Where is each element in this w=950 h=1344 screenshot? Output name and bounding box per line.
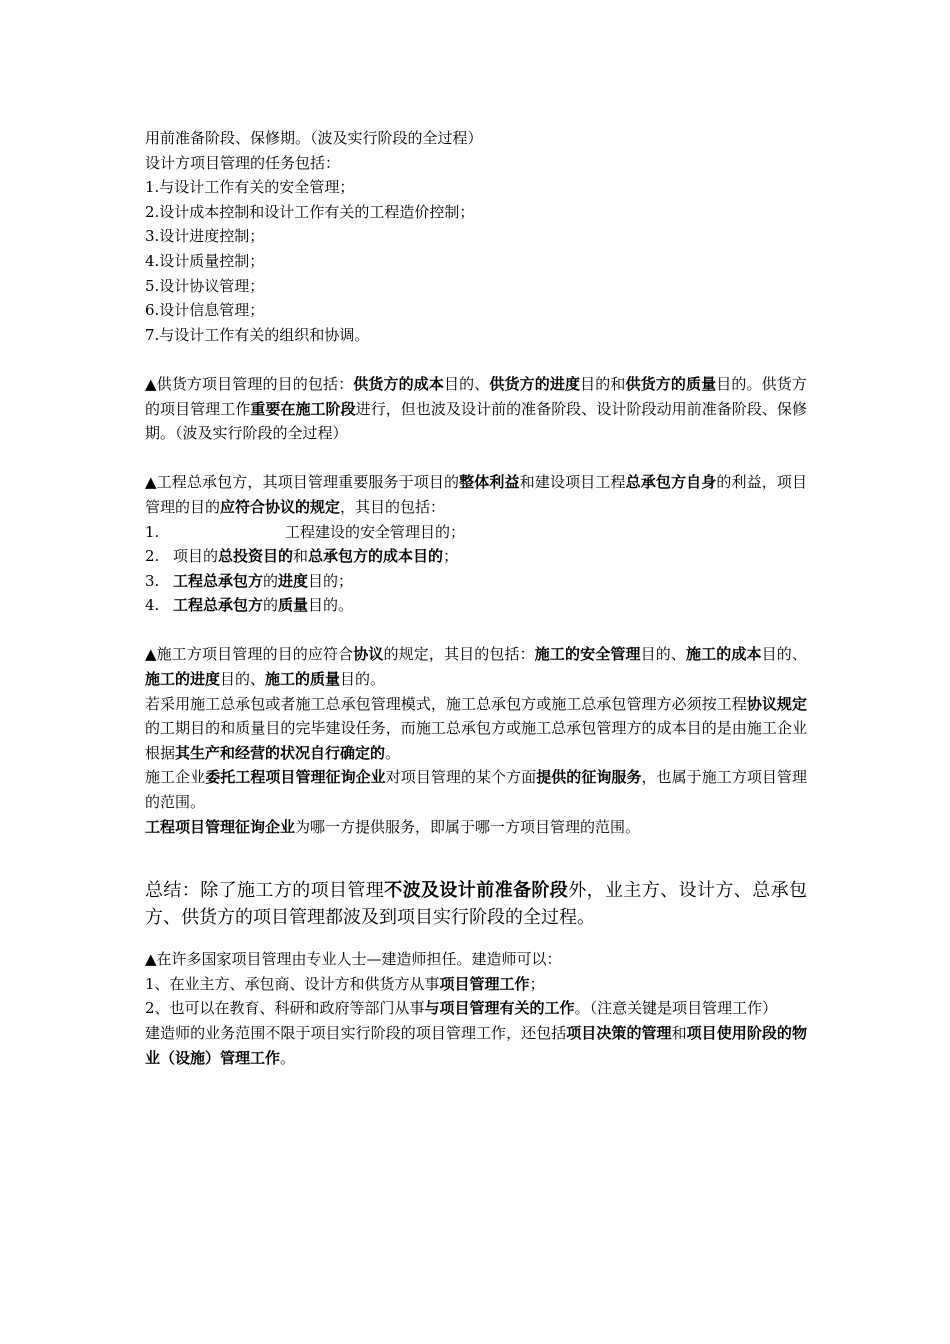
construction-paragraph-2: 若采用施工总承包或者施工总承包管理模式，施工总承包方或施工总承包管理方必须按工程协议规定的工期目的和质量目的完毕建设任务，而施工总承包方或施工总承包管理方的成本目的是由施工企业根据其生产和经营的状况自行确定的。 bbox=[145, 694, 807, 762]
list-item: 3. 工程总承包方的进度目的； bbox=[145, 571, 354, 590]
list-item: 2. 项目的总投资目的和总承包方的成本目的； bbox=[145, 547, 459, 566]
list-item: 1、在业主方、承包商、设计方和供货方从事项目管理工作； bbox=[145, 974, 545, 993]
document-body bbox=[145, 126, 807, 1070]
supplier-paragraph: ▲供货方项目管理的目的包括：供货方的成本目的、供货方的进度目的和供货方的质量目的。供货方的项目管理工作重要在施工阶段进行，但也波及设计前的准备阶段、设计阶段动用前准备阶段、保修期。（波及实行阶段的全过程） bbox=[145, 374, 807, 443]
list-item: 1.与设计工作有关的安全管理； bbox=[145, 178, 355, 197]
blank-line bbox=[145, 931, 807, 947]
design-tasks-heading: 设计方项目管理的任务包括： bbox=[145, 153, 341, 172]
blank-line bbox=[145, 446, 807, 471]
summary-paragraph: 总结：除了施工方的项目管理不波及设计前准备阶段外，业主方、设计方、总承包方、供货方的项目管理都波及到项目实行阶段的全过程。 bbox=[145, 880, 808, 929]
list-item: 3.设计进度控制； bbox=[145, 227, 265, 246]
list-item: 2、也可以在教育、科研和政府等部门从事与项目管理有关的工作。（注意关键是项目管理工作） bbox=[145, 999, 778, 1018]
text-line: 用前准备阶段、保修期。（波及实行阶段的全过程） bbox=[145, 129, 483, 147]
list-item: 7.与设计工作有关的组织和协调。 bbox=[145, 325, 370, 344]
list-item: 4. 工程总承包方的质量目的。 bbox=[145, 596, 354, 615]
list-item: 4.设计质量控制； bbox=[145, 251, 265, 270]
construction-paragraph-3: 施工企业委托工程项目管理征询企业对项目管理的某个方面提供的征询服务，也属于施工方项目管理的范围。 bbox=[145, 768, 807, 812]
construction-paragraph: ▲施工方项目管理的目的应符合协议的规定，其目的包括：施工的安全管理目的、施工的成本目的、施工的进度目的、施工的质量目的。 bbox=[145, 645, 807, 689]
blank-line bbox=[145, 618, 807, 643]
blank-line bbox=[145, 839, 807, 877]
list-item: 6.设计信息管理； bbox=[145, 301, 265, 320]
list-item: 5.设计协议管理； bbox=[145, 276, 265, 295]
general-contractor-paragraph: ▲工程总承包方，其项目管理重要服务于项目的整体利益和建设项目工程总承包方自身的利益，项目管理的目的应符合协议的规定，其目的包括： bbox=[145, 473, 807, 516]
list-item: 2.设计成本控制和设计工作有关的工程造价控制； bbox=[145, 202, 475, 221]
builder-heading: ▲在许多国家项目管理由专业人士—建造师担任。建造师可以： bbox=[145, 950, 562, 969]
list-item: 1. 工程建设的安全管理目的； bbox=[145, 522, 466, 541]
builder-paragraph: 建造师的业务范围不限于项目实行阶段的项目管理工作，还包括项目决策的管理和项目使用阶段的物业（设施）管理工作。 bbox=[145, 1024, 807, 1067]
blank-line bbox=[145, 347, 807, 372]
construction-paragraph-4: 工程项目管理征询企业为哪一方提供服务，即属于哪一方项目管理的范围。 bbox=[145, 817, 641, 836]
